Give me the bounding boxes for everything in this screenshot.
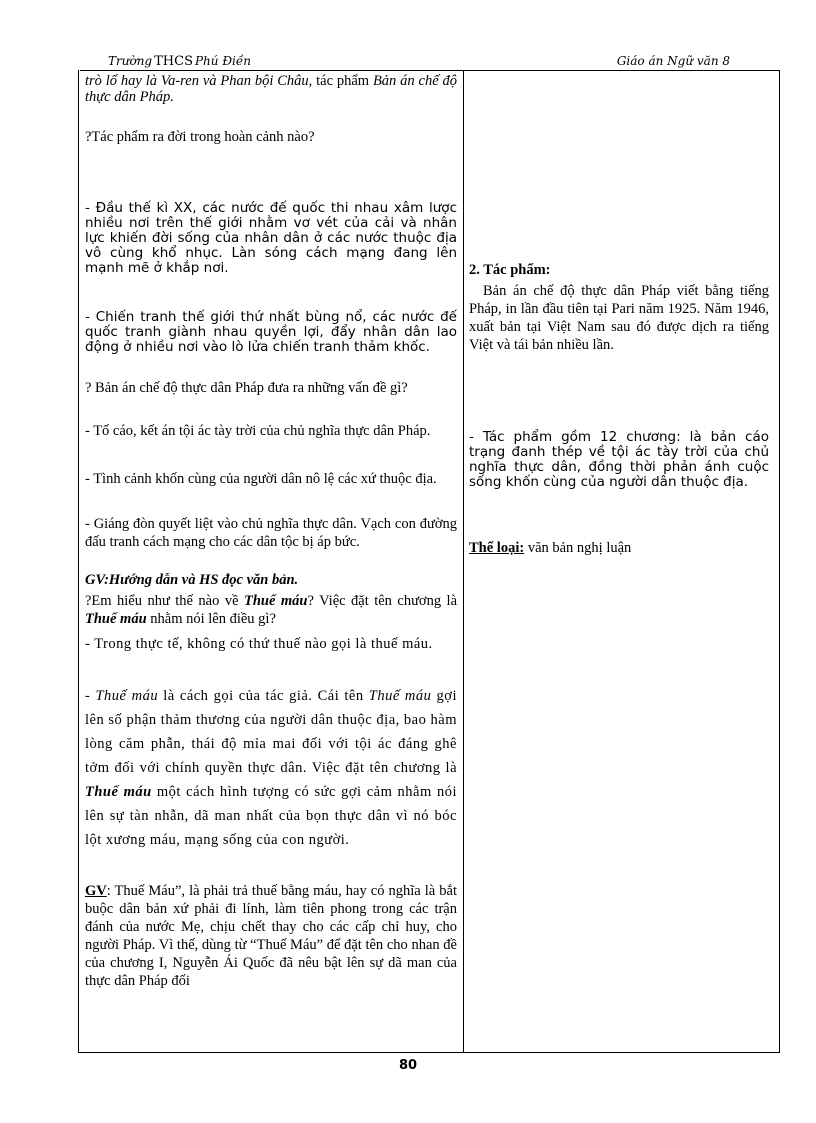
question-issues: ? Bản án chế độ thực dân Pháp đưa ra những vấn đề gì? xyxy=(85,380,408,396)
context-answer-2: - Chiến tranh thế giới thứ nhất bùng nổ, các nước đế quốc tranh giành nhau quyền lợi, đẩy nhân dân lao động ở nhiều nơi vào lò lửa chiến tranh thảm khốc. xyxy=(85,309,457,355)
lesson-table xyxy=(78,70,780,1053)
issue-3: - Giáng đòn quyết liệt vào chủ nghĩa thực dân. Vạch con đường đấu tranh cách mạng cho các dân tộc bị áp bức. xyxy=(85,516,457,550)
issue-2: - Tình cảnh khốn cùng của người dân nô lệ các xứ thuộc địa. xyxy=(85,471,437,487)
column-divider xyxy=(463,70,464,1052)
school-name: Trường THCS Phú Điền xyxy=(108,54,251,69)
document-title: Giáo án Ngữ văn 8 xyxy=(616,54,730,68)
gv-reading-heading: GV:Hướng dẫn và HS đọc văn bản. xyxy=(85,572,299,588)
context-answer-1: - Đầu thế kì XX, các nước đế quốc thi nhau xâm lược nhiều nơi trên thế giới nhằm vơ vét của cải và nhân lực khiến đời sống của nhân dân ở các nước thuộc địa vô cùng khổ nhục. Làn sóng cách mạng đang lên mạnh mẽ ở khắp nơi. xyxy=(85,200,457,276)
question-context: ?Tác phẩm ra đời trong hoàn cảnh nào? xyxy=(85,129,315,145)
intro-text: trò lố hay là Va-ren và Phan bội Châu, tác phẩm Bản án chế độ thực dân Pháp. xyxy=(85,73,457,105)
work-chapters: - Tác phẩm gồm 12 chương: là bản cáo trạng đanh thép về tội ác tày trời của chủ nghĩa thực dân, đồng thời phản ánh cuộc sống khốn cùng của người dân thuộc địa. xyxy=(469,429,769,490)
genre-line: Thể loại: văn bản nghị luận xyxy=(469,540,632,556)
work-description: Bản án chế độ thực dân Pháp viết bằng tiếng Pháp, in lần đầu tiên tại Pari năm 1925. Năm 1946, xuất bản tại Việt Nam sau đó được dịch ra tiếng Việt và tái bản nhiều lần. xyxy=(469,283,769,353)
gv-explanation: GV: Thuế Máu”, là phải trả thuế bằng máu, hay có nghĩa là bắt buộc dân bản xứ phải đi lính, làm tiên phong trong các trận đánh của nước Mẹ, chịu chết thay cho các cấp chỉ huy, cho người Pháp. Vì thế, dùng từ “Thuế Máu” để đặt tên cho nhan đề của chương I, Nguyễn Ái Quốc đã nêu bật lên sự dã man của thực dân Pháp đối xyxy=(85,883,457,989)
answer-blood-tax-1: - Trong thực tế, không có thứ thuế nào gọi là thuế máu. xyxy=(85,636,433,652)
question-blood-tax: ?Em hiểu như thế nào về Thuế máu? Việc đặt tên chương là Thuế máu nhằm nói lên điều gì? xyxy=(85,593,458,627)
page-number: 80 xyxy=(398,1058,418,1073)
answer-blood-tax-2: - Thuế máu là cách gọi của tác giả. Cái tên Thuế máu gợi lên số phận thảm thương của người dân thuộc địa, bao hàm lòng căm phẫn, thái độ mỉa mai đối với tội ác đáng ghê tởm đối với chính quyền thực dân. Việc đặt tên chương là Thuế máu một cách hình tượng có sức gợi cảm nhằm nói lên sự tàn nhẫn, dã man nhất của bọn thực dân vì nó bóc lột xương máu, mạng sống của con người. xyxy=(85,688,457,848)
issue-1: - Tố cáo, kết án tội ác tày trời của chủ nghĩa thực dân Pháp. xyxy=(85,423,431,439)
work-heading: 2. Tác phẩm: xyxy=(469,262,551,278)
